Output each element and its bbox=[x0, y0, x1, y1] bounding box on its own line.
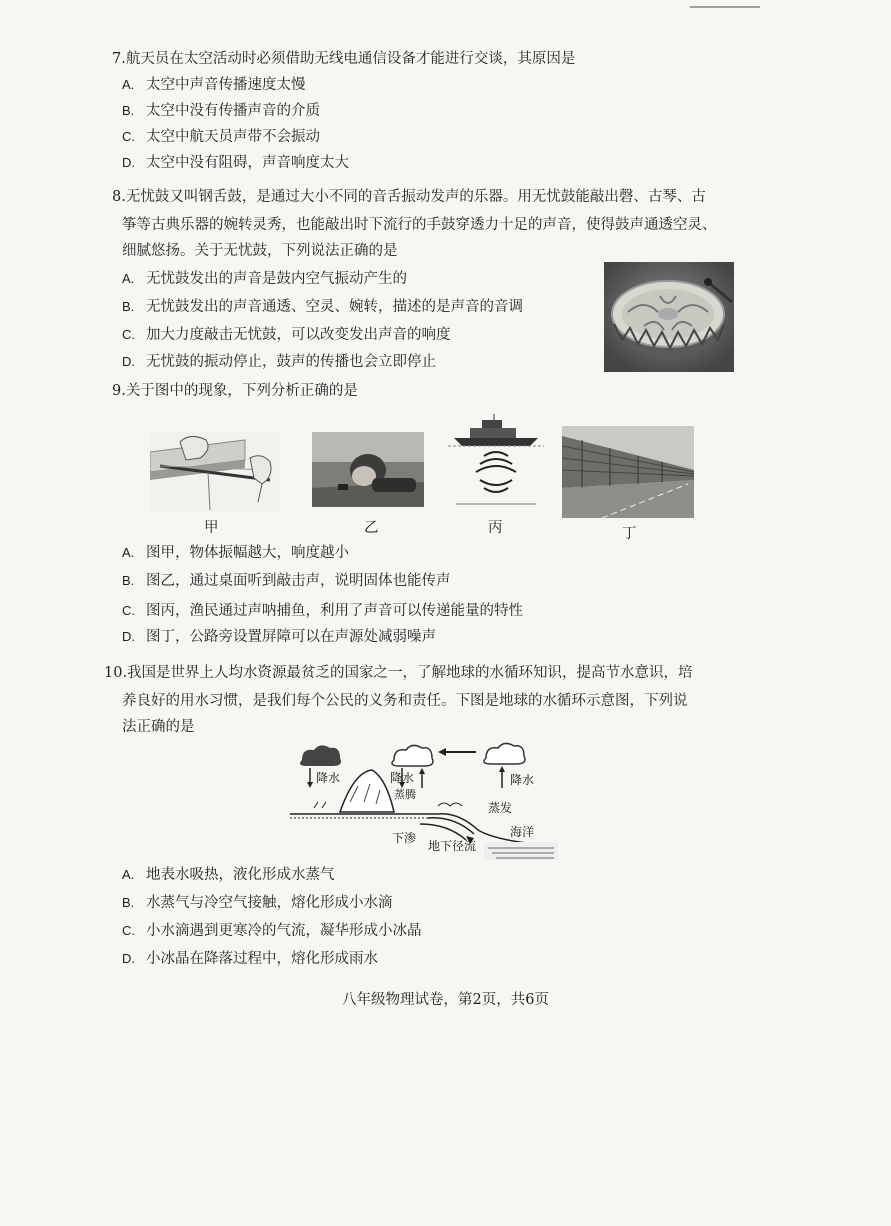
q9-option-d: D. 图丁，公路旁设置屏障可以在声源处减弱噪声 bbox=[122, 629, 436, 645]
q7-option-a: A. 太空中声音传播速度太慢 bbox=[122, 77, 306, 93]
q9-option-c: C. 图丙，渔民通过声呐捕鱼，利用了声音可以传递能量的特性 bbox=[122, 603, 523, 619]
q9-stem: 9.关于图中的现象，下列分析正确的是 bbox=[112, 383, 358, 399]
q8-stem-line-2: 筝等古典乐器的婉转灵秀，也能敲出时下流行的手鼓穿透力十足的声音，使得鼓声通透空灵、 bbox=[122, 217, 717, 233]
caption-bing: 丙 bbox=[488, 520, 503, 536]
q7-option-b: B. 太空中没有传播声音的介质 bbox=[122, 103, 320, 119]
q8-stem-line-1: 8.无忧鼓又叫钢舌鼓，是通过大小不同的音舌振动发声的乐器。用无忧鼓能敲出磬、古琴、古 bbox=[112, 189, 706, 205]
q8-option-c: C. 加大力度敲击无忧鼓，可以改变发出声音的响度 bbox=[122, 327, 451, 343]
page-footer: 八年级物理试卷，第2页，共6页 bbox=[342, 992, 549, 1008]
cloud-icon bbox=[484, 743, 525, 764]
q10-option-c: C. 小水滴遇到更寒冷的气流，凝华形成小冰晶 bbox=[122, 923, 422, 939]
q10-stem-line-1: 10.我国是世界上人均水资源最贫乏的国家之一，了解地球的水循环知识，提高节水意识，培 bbox=[104, 665, 693, 681]
q10-option-a: A. 地表水吸热，液化形成水蒸气 bbox=[122, 867, 335, 883]
steel-tongue-drum-photo bbox=[604, 262, 734, 372]
ear-on-table-photo bbox=[312, 432, 424, 507]
label-rain-3: 降水 bbox=[510, 773, 535, 787]
water-cycle-diagram bbox=[288, 742, 560, 860]
cloud-icon bbox=[300, 745, 341, 766]
q10-option-b: B. 水蒸气与冷空气接触，熔化形成小水滴 bbox=[122, 895, 393, 911]
ruler-vibration-figure bbox=[150, 432, 280, 512]
label-groundwater-runoff: 地下径流 bbox=[428, 839, 477, 853]
label-ocean: 海洋 bbox=[510, 825, 535, 839]
label-transpiration: 蒸腾 bbox=[394, 788, 416, 801]
sound-barrier-photo bbox=[562, 426, 694, 518]
caption-ding: 丁 bbox=[622, 526, 637, 542]
q9-option-a: A. 图甲，物体振幅越大，响度越小 bbox=[122, 545, 349, 561]
q7-option-c: C. 太空中航天员声带不会振动 bbox=[122, 129, 320, 145]
q8-stem-line-3: 细腻悠扬。关于无忧鼓，下列说法正确的是 bbox=[122, 243, 398, 259]
q8-option-b: B. 无忧鼓发出的声音通透、空灵、婉转，描述的是声音的音调 bbox=[122, 299, 523, 315]
sonar-ship-figure bbox=[448, 414, 544, 510]
scan-mark bbox=[690, 6, 760, 8]
q9-option-b: B. 图乙，通过桌面听到敲击声，说明固体也能传声 bbox=[122, 573, 451, 589]
caption-yi: 乙 bbox=[364, 520, 379, 536]
label-infiltration: 下渗 bbox=[392, 831, 417, 845]
label-evaporation: 蒸发 bbox=[488, 801, 513, 815]
cloud-icon bbox=[392, 745, 433, 766]
q10-stem-line-2: 养良好的用水习惯，是我们每个公民的义务和责任。下图是地球的水循环示意图，下列说 bbox=[122, 693, 688, 709]
label-rain-1: 降水 bbox=[316, 771, 341, 785]
q8-option-d: D. 无忧鼓的振动停止，鼓声的传播也会立即停止 bbox=[122, 354, 436, 370]
q8-option-a: A. 无忧鼓发出的声音是鼓内空气振动产生的 bbox=[122, 271, 407, 287]
q7-option-d: D. 太空中没有阻碍，声音响度太大 bbox=[122, 155, 349, 171]
caption-jia: 甲 bbox=[204, 520, 219, 536]
q10-option-d: D. 小冰晶在降落过程中，熔化形成雨水 bbox=[122, 951, 378, 967]
label-rain-2: 降水 bbox=[390, 771, 415, 785]
q7-stem: 7.航天员在太空活动时必须借助无线电通信设备才能进行交谈，其原因是 bbox=[112, 51, 576, 67]
q10-stem-line-3: 法正确的是 bbox=[122, 719, 195, 735]
